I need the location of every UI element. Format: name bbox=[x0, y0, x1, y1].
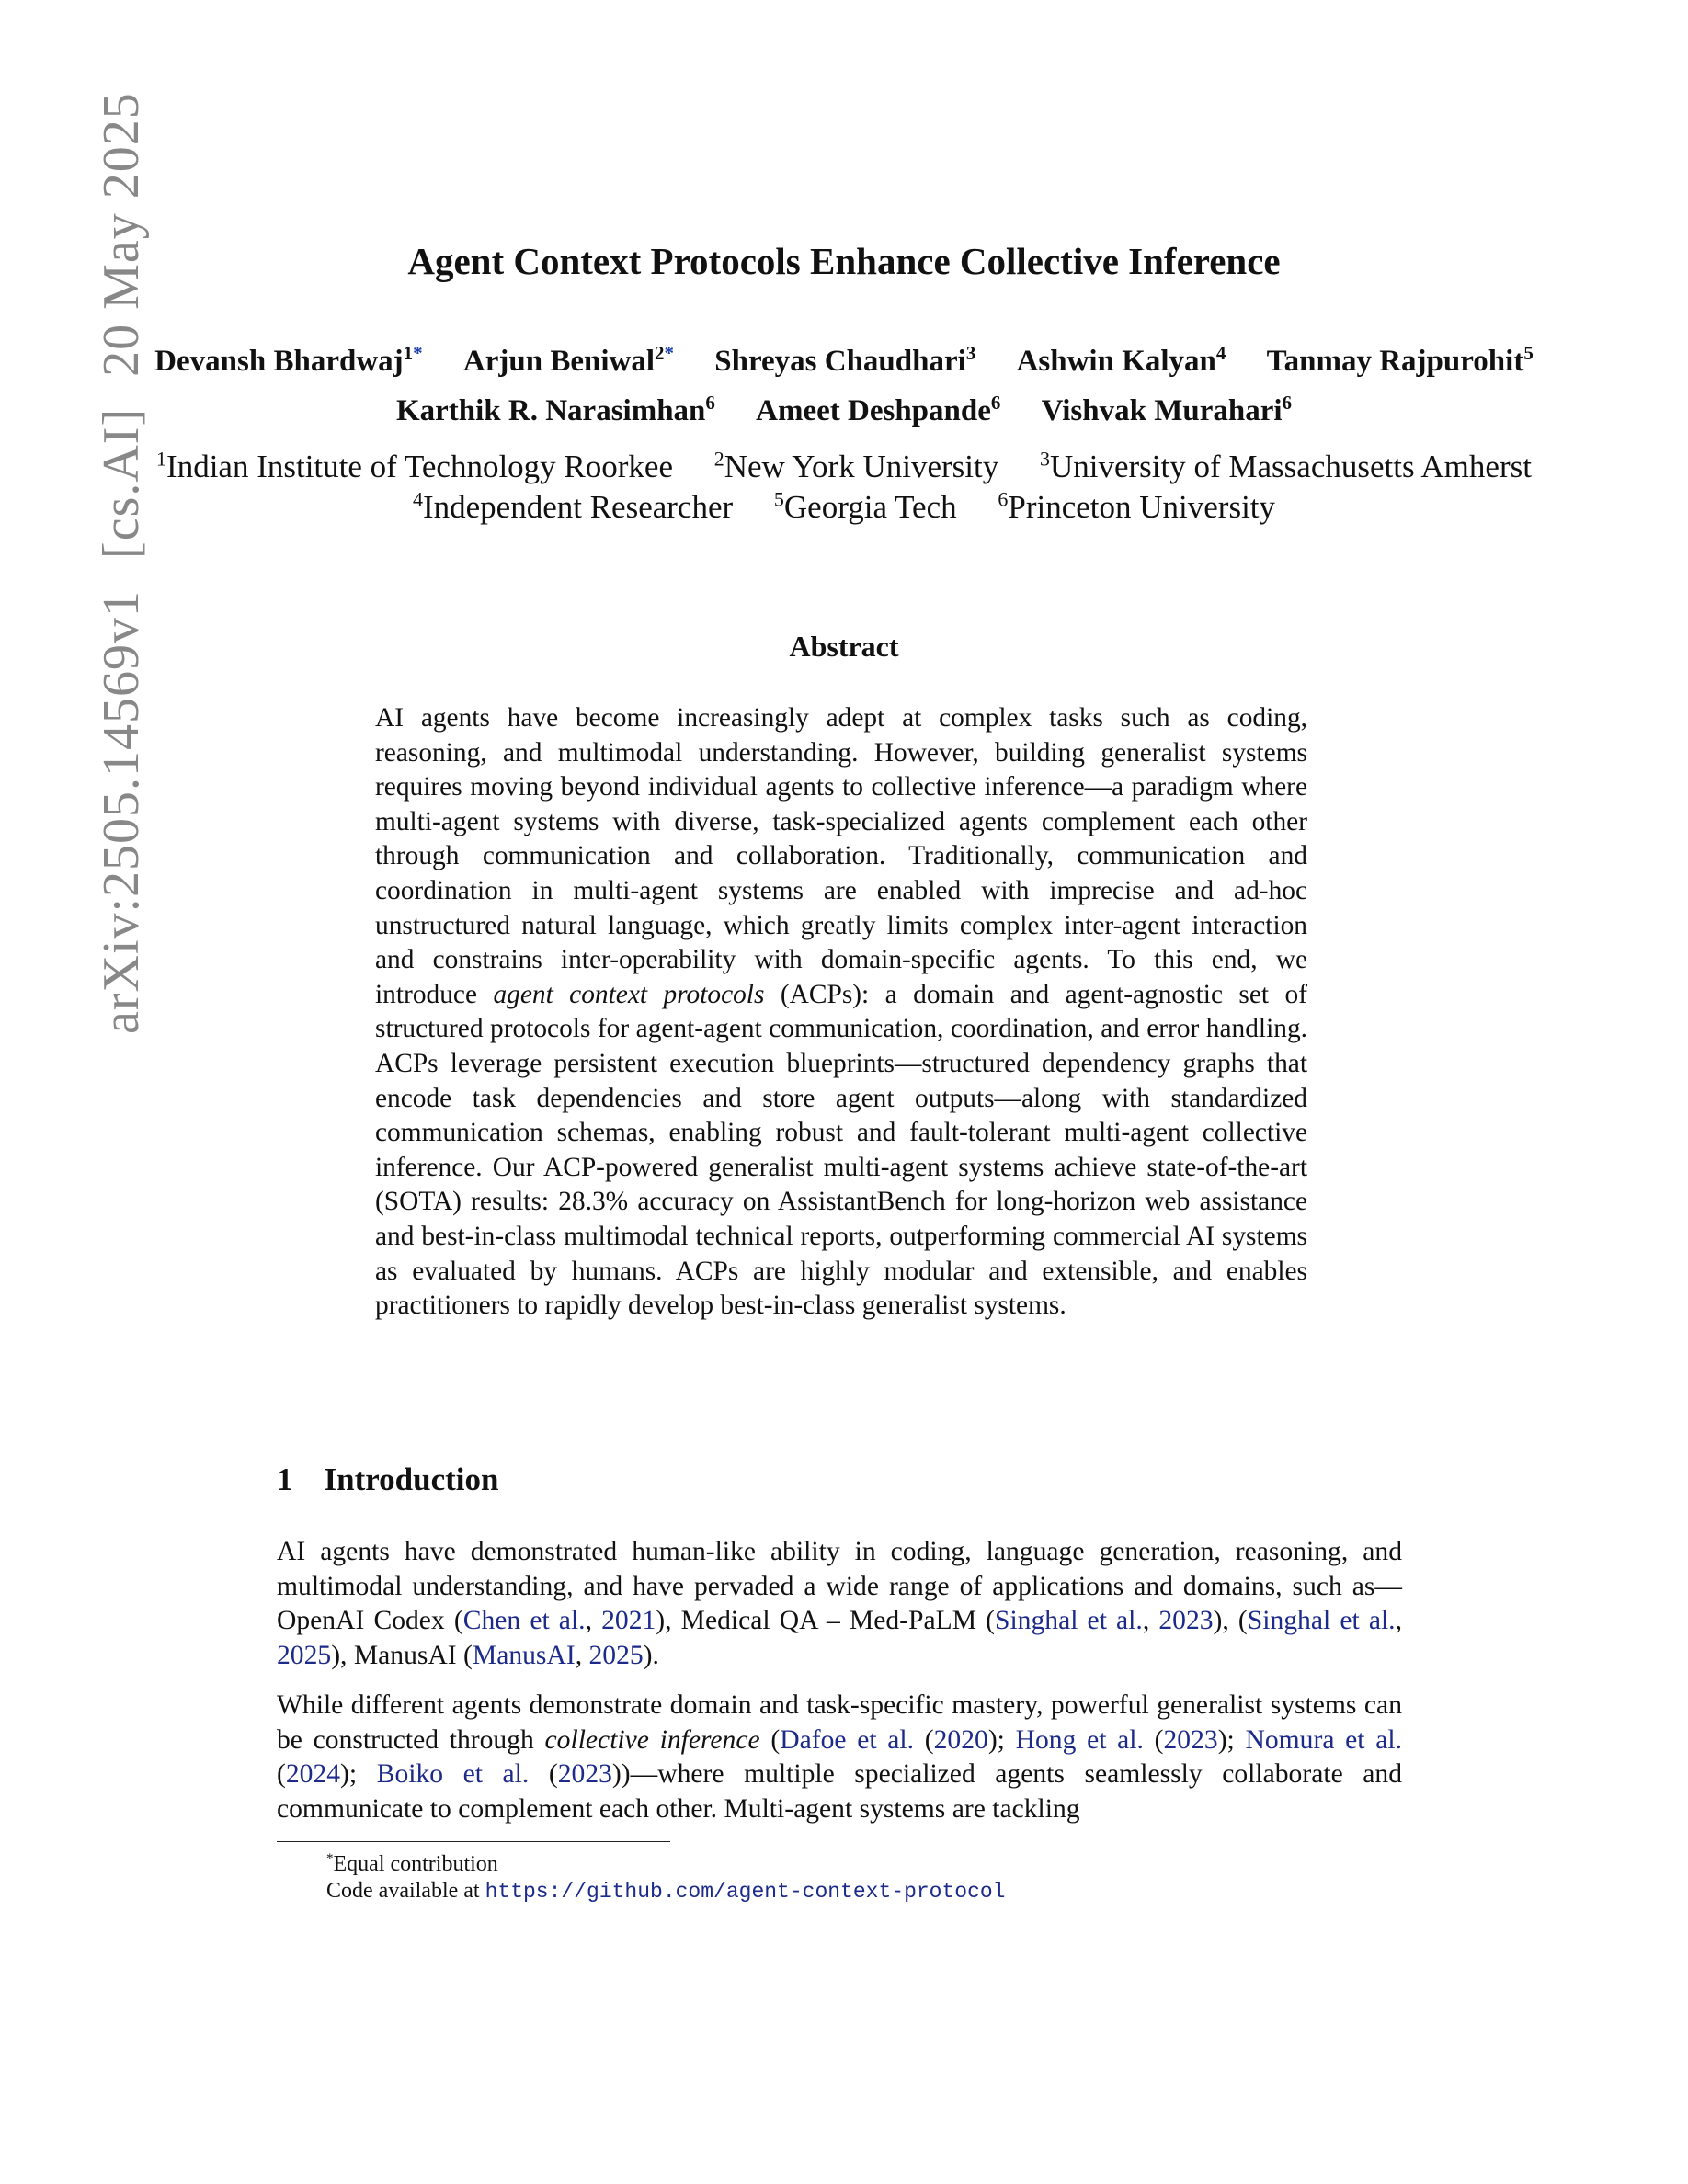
abstract-heading: Abstract bbox=[789, 630, 899, 663]
arxiv-category: [cs.AI] bbox=[93, 407, 150, 559]
paragraph-text: ))—where multiple specialized agents seamlessly collaborate and communicate to complement each other. Multi-agent systems are tackling bbox=[277, 1759, 1403, 1825]
citation-year-link[interactable]: 2025 bbox=[588, 1641, 644, 1671]
affiliation-name: New York University bbox=[724, 448, 999, 484]
equal-contribution-mark: * bbox=[413, 342, 423, 364]
affiliation-mark: 6 bbox=[1282, 392, 1293, 414]
affiliation-mark: 6 bbox=[705, 392, 715, 414]
paragraph-text: ); bbox=[340, 1759, 377, 1790]
author-murahari bbox=[1042, 394, 1292, 427]
paragraph-text: , bbox=[585, 1606, 602, 1636]
footnote-mark: * bbox=[326, 1851, 334, 1866]
affiliation-name: Independent Researcher bbox=[422, 488, 734, 525]
author-list-line-1 bbox=[0, 342, 1688, 379]
citation-year-link[interactable]: 2020 bbox=[933, 1724, 988, 1755]
author-name: Ashwin Kalyan bbox=[1016, 345, 1216, 378]
footnote-code bbox=[326, 1878, 1006, 1905]
author-name: Shreyas Chaudhari bbox=[714, 345, 966, 378]
paragraph-text: ( bbox=[529, 1759, 558, 1790]
citation-year-link[interactable]: 2023 bbox=[1158, 1606, 1214, 1636]
citation-link[interactable]: Singhal et al. bbox=[1247, 1606, 1396, 1636]
author-name: Vishvak Murahari bbox=[1041, 394, 1283, 427]
affiliation bbox=[998, 489, 1275, 525]
citation-link[interactable]: Nomura et al. bbox=[1245, 1724, 1402, 1755]
intro-paragraph-2 bbox=[277, 1689, 1402, 1827]
equal-contribution-mark: * bbox=[664, 342, 674, 364]
author-beniwal bbox=[462, 342, 674, 378]
paragraph-text: ( bbox=[759, 1724, 781, 1755]
author-deshpande bbox=[756, 394, 1000, 427]
abstract-body bbox=[375, 701, 1307, 1324]
abstract-text: AI agents have become increasingly adept at complex tasks such as coding, reasoning, and multimodal understanding. However, building generalist systems requires moving beyond individual agents to collective inference—a paradigm where multi-agent systems with diverse, task-specialized agents complement each other through communication and collaboration. Traditionally, communication and coordination in multi-agent systems are enabled with imprecise and ad-hoc unstructured natural language, which greatly limits complex inter-agent interaction and constrains inter-operability with domain-specific agents. To this end, we introduce bbox=[375, 703, 1307, 1009]
paragraph-text: ); bbox=[987, 1724, 1016, 1755]
author-name: Karthik R. Narasimhan bbox=[395, 394, 706, 427]
citation-author: Chen et al. bbox=[462, 1606, 586, 1636]
section-number: 1 bbox=[277, 1462, 293, 1497]
author-name: Devansh Bhardwaj bbox=[154, 345, 404, 378]
author-name: Ameet Deshpande bbox=[756, 394, 991, 427]
affiliation-number: 3 bbox=[1039, 447, 1050, 470]
intro-paragraph-1 bbox=[277, 1535, 1402, 1674]
affiliations-line-2 bbox=[0, 487, 1688, 526]
paragraph-text: ), ManusAI ( bbox=[331, 1641, 473, 1671]
paragraph-text: , bbox=[1395, 1606, 1402, 1636]
footnote-divider bbox=[277, 1841, 670, 1842]
paragraph-text: , bbox=[575, 1641, 589, 1671]
citation-link[interactable] bbox=[463, 1606, 586, 1635]
affiliation-number: 6 bbox=[998, 487, 1009, 510]
paragraph-text: While different agents demonstrate domain and task-specific mastery, powerful generalist systems can be constructed through bbox=[277, 1690, 1402, 1755]
abstract-text: (ACPs): a domain and agent-agnostic set of structured protocols for agent-agent communication, coordination, and error handling. ACPs leverage persistent execution blueprints—structured dependency graphs that encode task dependencies and store agent outputs—along with standardized communication schemas, enabling robust and fault-tolerant multi-agent collective inference. Our ACP-powered generalist multi-agent systems achieve state-of-the-art (SOTA) results: 28.3% accuracy on AssistantBench for long-horizon web assistance and best-in-class multimodal technical reports, outperforming commercial AI systems as evaluated by humans. ACPs are highly modular and extensible, and enables practitioners to rapidly develop best-in-class generalist systems. bbox=[375, 979, 1308, 1321]
author-name: Arjun Beniwal bbox=[462, 345, 655, 378]
section-title: Introduction bbox=[324, 1462, 499, 1497]
citation-year-link[interactable]: 2025 bbox=[277, 1641, 332, 1671]
section-heading-introduction bbox=[277, 1462, 498, 1498]
footnotes bbox=[326, 1846, 1006, 1905]
author-name: Tanmay Rajpurohit bbox=[1266, 345, 1524, 378]
paragraph-text: ). bbox=[643, 1641, 659, 1671]
affiliation-number: 1 bbox=[156, 447, 167, 470]
citation-link[interactable]: Singhal et al. bbox=[995, 1606, 1143, 1636]
paragraph-text: ); bbox=[1217, 1724, 1246, 1755]
affiliation-mark: 6 bbox=[990, 392, 1001, 414]
author-bhardwaj bbox=[154, 342, 423, 378]
arxiv-date: 20 May 2025 bbox=[93, 92, 150, 377]
affiliation-number: 5 bbox=[773, 487, 784, 510]
paragraph-text: AI agents have demonstrated human-like ability in coding, language generation, reasoning, and multimodal understanding, and have pervaded a wide range of applications and domains, such as—OpenAI Codex ( bbox=[277, 1537, 1402, 1636]
citation-year-link[interactable]: 2021 bbox=[601, 1606, 656, 1636]
citation-link[interactable]: Boiko et al. bbox=[376, 1759, 530, 1790]
abstract-term: agent context protocols bbox=[493, 979, 765, 1009]
author-kalyan bbox=[1016, 342, 1226, 378]
citation-link[interactable]: ManusAI bbox=[472, 1641, 576, 1671]
arxiv-identifier-stamp bbox=[92, 92, 151, 1034]
paragraph-term: collective inference bbox=[544, 1724, 760, 1755]
author-narasimhan bbox=[396, 394, 715, 427]
citation-link[interactable]: Dafoe et al. bbox=[780, 1724, 915, 1755]
affiliation bbox=[1040, 449, 1532, 484]
paragraph-text: ), Medical QA – Med-PaLM ( bbox=[656, 1606, 995, 1636]
citation-year-link[interactable]: 2023 bbox=[1163, 1724, 1218, 1755]
affiliations-line-1 bbox=[0, 447, 1688, 485]
affiliation bbox=[156, 449, 673, 484]
affiliation-name: Princeton University bbox=[1008, 488, 1276, 525]
author-rajpurohit bbox=[1266, 342, 1534, 378]
affiliation bbox=[774, 489, 957, 525]
affiliation-name: University of Massachusetts Amherst bbox=[1049, 448, 1532, 484]
affiliation-number: 4 bbox=[412, 487, 423, 510]
citation-year-link[interactable]: 2024 bbox=[285, 1759, 341, 1790]
affiliation-name: Indian Institute of Technology Roorkee bbox=[166, 448, 673, 484]
citation-year-link[interactable]: 2023 bbox=[557, 1759, 612, 1790]
footnote-text: Equal contribution bbox=[333, 1852, 498, 1876]
affiliation-mark: 2 bbox=[655, 342, 665, 364]
arxiv-id: arXiv:2505.14569v1 bbox=[93, 589, 150, 1034]
affiliation-mark: 5 bbox=[1523, 342, 1534, 364]
footnote-equal-contribution bbox=[326, 1846, 1006, 1878]
paragraph-text: ( bbox=[914, 1724, 934, 1755]
affiliation-name: Georgia Tech bbox=[783, 488, 957, 525]
code-repository-link[interactable]: https://github.com/agent-context-protocol bbox=[485, 1880, 1006, 1904]
affiliation-number: 2 bbox=[713, 447, 724, 470]
affiliation-mark: 1 bbox=[403, 342, 414, 364]
paragraph-text: ( bbox=[277, 1759, 286, 1790]
citation-link[interactable]: Hong et al. bbox=[1015, 1724, 1144, 1755]
affiliation bbox=[714, 449, 998, 484]
affiliation bbox=[413, 489, 733, 525]
author-list-line-2 bbox=[0, 392, 1688, 428]
footnote-text: Code available at bbox=[326, 1879, 485, 1903]
paragraph-text: ), ( bbox=[1213, 1606, 1248, 1636]
paragraph-text: , bbox=[1142, 1606, 1159, 1636]
affiliation-mark: 3 bbox=[965, 342, 976, 364]
author-chaudhari bbox=[714, 342, 976, 378]
affiliation-mark: 4 bbox=[1215, 342, 1226, 364]
paragraph-text: ( bbox=[1143, 1724, 1164, 1755]
paper-title: Agent Context Protocols Enhance Collective Inference bbox=[407, 240, 1281, 282]
